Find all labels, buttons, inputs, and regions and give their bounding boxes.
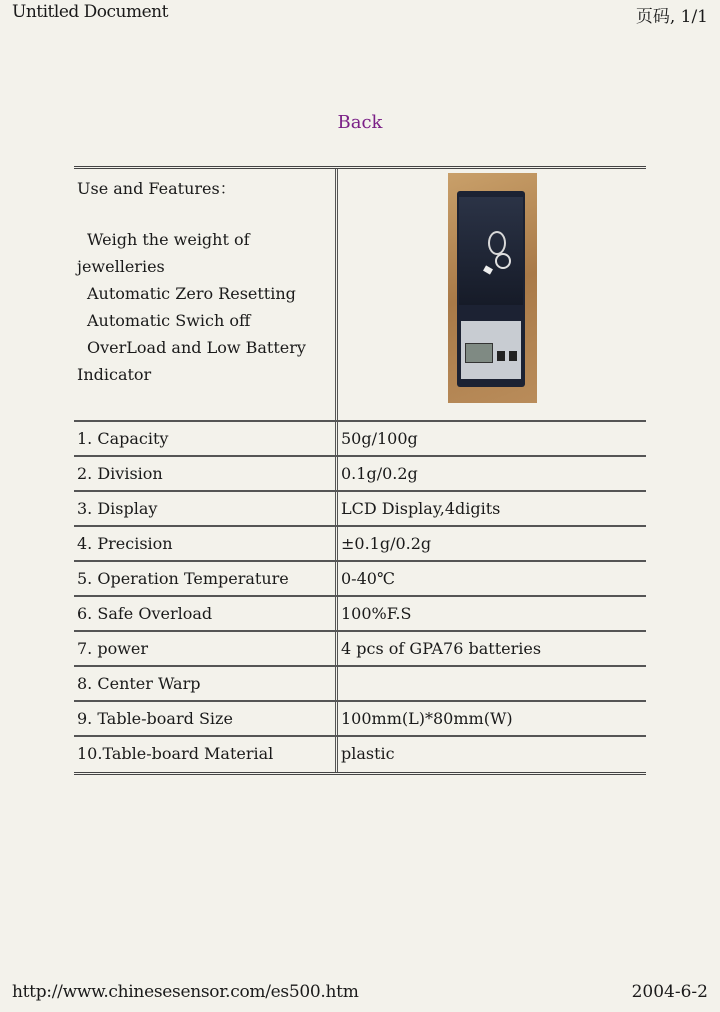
product-photo-cell bbox=[338, 169, 646, 420]
scale-button-icon bbox=[509, 351, 517, 361]
spec-value: 0-40℃ bbox=[341, 569, 395, 588]
feature-line: Weigh the weight of bbox=[87, 230, 250, 249]
feature-line: Automatic Swich off bbox=[87, 311, 251, 330]
table-row bbox=[74, 422, 646, 457]
spec-value: ±0.1g/0.2g bbox=[341, 534, 432, 553]
feature-line: jewelleries bbox=[77, 257, 165, 276]
spec-value: 100%F.S bbox=[341, 604, 412, 623]
spec-label: 4. Precision bbox=[74, 527, 338, 560]
product-photo bbox=[448, 173, 537, 403]
spec-value: 100mm(L)*80mm(W) bbox=[341, 709, 513, 728]
table-row bbox=[74, 492, 646, 527]
spec-label: 3. Display bbox=[74, 492, 338, 525]
table-row bbox=[74, 667, 646, 702]
spec-table bbox=[74, 166, 646, 775]
table-row bbox=[74, 737, 646, 772]
ring-icon bbox=[488, 231, 506, 255]
spec-label: 10.Table-board Material bbox=[74, 737, 338, 772]
features-title: Use and Features： bbox=[77, 179, 236, 198]
table-row bbox=[74, 632, 646, 667]
spec-rows bbox=[74, 422, 646, 772]
footer-date: 2004-6-2 bbox=[631, 982, 708, 1002]
spec-label: 8. Center Warp bbox=[74, 667, 338, 700]
spec-label: 6. Safe Overload bbox=[74, 597, 338, 630]
features-row bbox=[74, 169, 646, 422]
spec-value: 4 pcs of GPA76 batteries bbox=[341, 639, 542, 658]
ring-icon bbox=[495, 253, 511, 269]
spec-value: plastic bbox=[341, 744, 395, 763]
table-row bbox=[74, 562, 646, 597]
features-list bbox=[77, 226, 332, 388]
scale-button-icon bbox=[497, 351, 505, 361]
spec-label: 9. Table-board Size bbox=[74, 702, 338, 735]
table-row bbox=[74, 527, 646, 562]
feature-line: Indicator bbox=[77, 365, 152, 384]
spec-value bbox=[338, 667, 646, 700]
document-title: Untitled Document bbox=[12, 2, 168, 22]
page-number: 页码, 1/1 bbox=[635, 7, 708, 27]
spec-label: 2. Division bbox=[74, 457, 338, 490]
feature-line: Automatic Zero Resetting bbox=[87, 284, 296, 303]
spec-value: 50g/100g bbox=[341, 429, 418, 448]
back-link[interactable]: Back bbox=[337, 112, 383, 133]
feature-line: OverLoad and Low Battery bbox=[87, 338, 306, 357]
back-link-container bbox=[0, 112, 720, 133]
footer-url: http://www.chinesesensor.com/es500.htm bbox=[12, 982, 359, 1002]
table-row bbox=[74, 702, 646, 737]
lcd-display-icon bbox=[465, 343, 493, 363]
spec-value: LCD Display,4digits bbox=[341, 499, 501, 518]
spec-label: 5. Operation Temperature bbox=[74, 562, 338, 595]
spec-label: 1. Capacity bbox=[74, 422, 338, 455]
features-cell bbox=[74, 169, 338, 420]
spec-label: 7. power bbox=[74, 632, 338, 665]
table-row bbox=[74, 457, 646, 492]
table-row bbox=[74, 597, 646, 632]
spec-value: 0.1g/0.2g bbox=[341, 464, 418, 483]
